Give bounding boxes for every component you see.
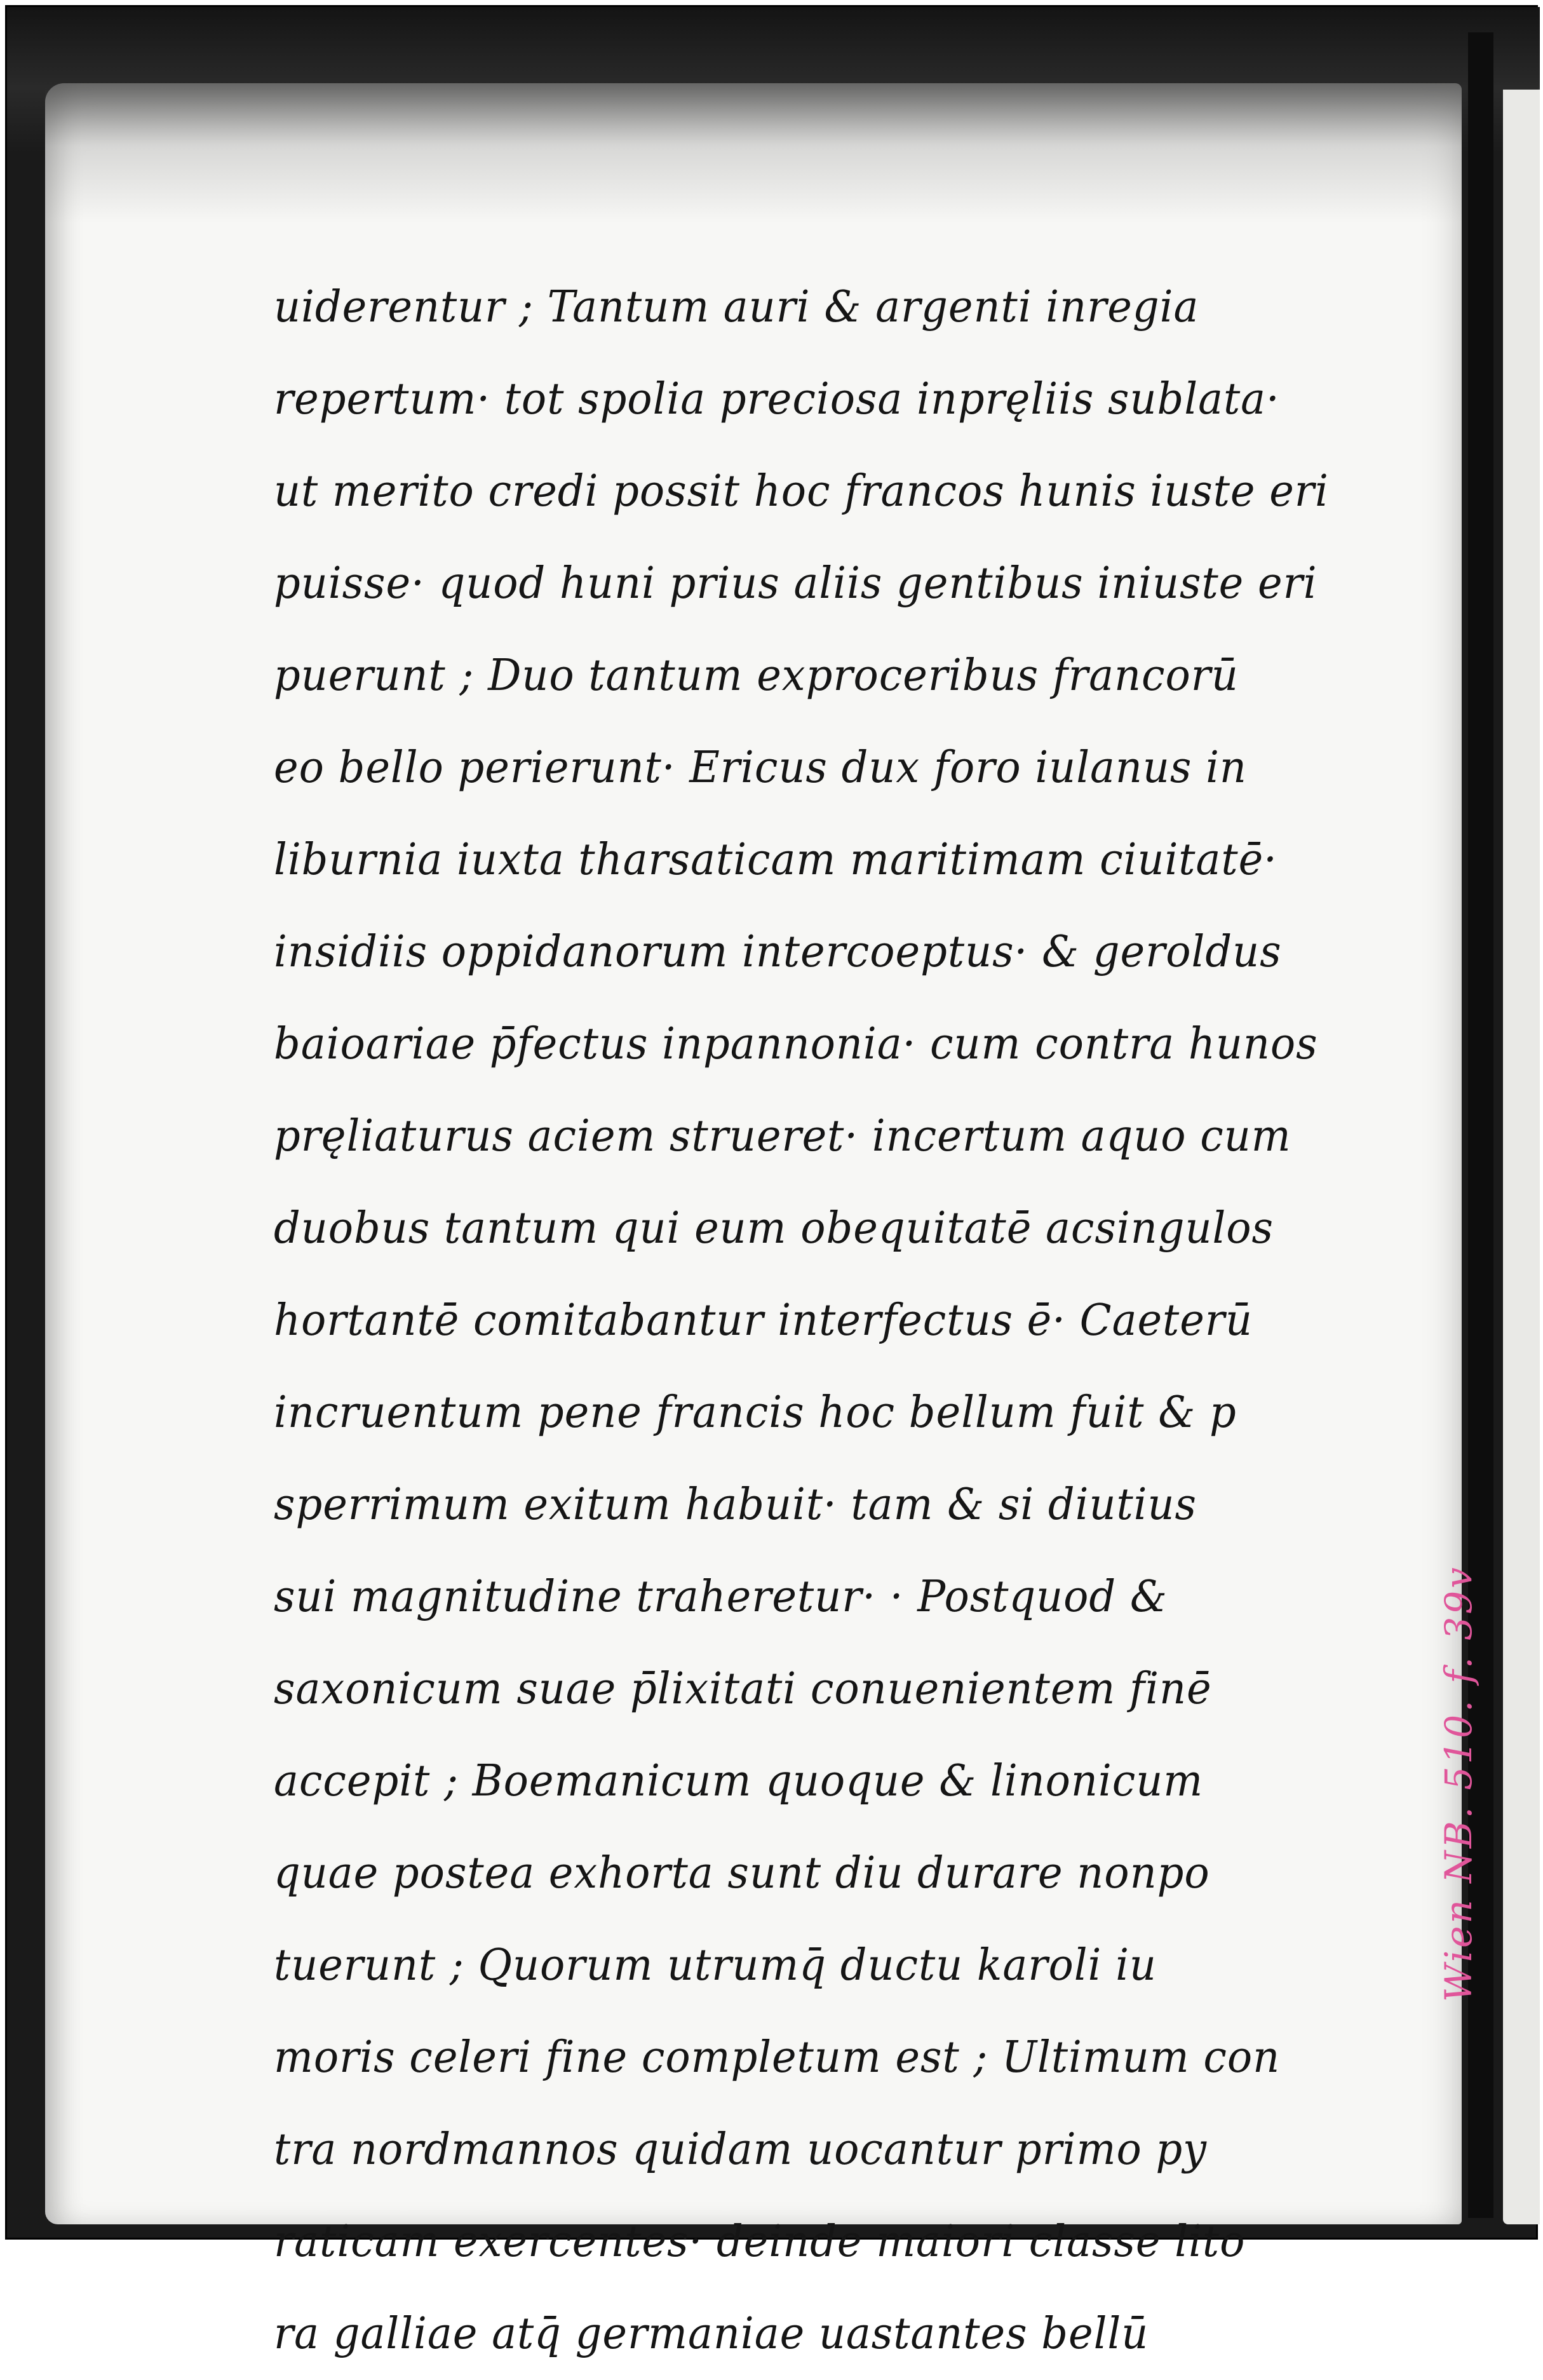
text-line: hortantē comitabantur interfectus ē· Caeterū <box>274 1295 1253 1346</box>
text-line: tuerunt ; Quorum utrumq̄ ductu karoli iu <box>274 1940 1157 1991</box>
shelfmark-annotation: Wien NB. 510. f. 39v <box>1437 1565 1480 2002</box>
facing-page-edge <box>1503 90 1540 2224</box>
text-line: incruentum pene francis hoc bellum fuit & p <box>274 1388 1237 1438</box>
text-line: moris celeri fine completum est ; Ultimum con <box>274 2032 1281 2083</box>
text-line: repertum· tot spolia preciosa inpręliis sublata· <box>274 374 1280 424</box>
text-line: duobus tantum qui eum obequitatē acsingulos <box>274 1203 1274 1254</box>
text-line: puerunt ; Duo tantum exproceribus francorū <box>274 651 1239 701</box>
text-line: puisse· quod huni prius aliis gentibus iniuste eri <box>274 558 1317 609</box>
text-line: baioariae p̄fectus inpannonia· cum contra hunos <box>274 1019 1318 1069</box>
text-line: tra nordmannos quidam uocantur primo py <box>274 2125 1208 2175</box>
text-line: pręliaturus aciem strueret· incertum aquo cum <box>274 1111 1291 1161</box>
text-line: ut merito credi possit hoc francos hunis iuste eri <box>274 466 1329 517</box>
page-top-smudge <box>45 83 1462 223</box>
text-line: liburnia iuxta tharsaticam maritimam ciuitatē· <box>274 835 1277 885</box>
text-line: uiderentur ; Tantum auri & argenti inregia <box>274 282 1199 332</box>
manuscript-photograph <box>5 5 1538 2359</box>
text-line: quae postea exhorta sunt diu durare nonpo <box>274 1848 1210 1898</box>
manuscript-text <box>274 261 1443 2380</box>
text-line: raticam exercentes· deinde maiori classe lito <box>274 2217 1246 2267</box>
text-line: eo bello perierunt· Ericus dux foro iulanus in <box>274 743 1247 793</box>
text-line: accepit ; Boemanicum quoque & linonicum <box>274 1756 1204 1806</box>
text-line: sperrimum exitum habuit· tam & si diutius <box>274 1480 1197 1530</box>
text-line: ra galliae atq̄ germaniae uastantes bellū <box>274 2309 1149 2359</box>
text-line: sui magnitudine traheretur· · Postquod & <box>274 1572 1168 1622</box>
text-line: saxonicum suae p̄lixitati conuenientem finē <box>274 1664 1212 1714</box>
text-line: insidiis oppidanorum intercoeptus· & geroldus <box>274 927 1282 977</box>
